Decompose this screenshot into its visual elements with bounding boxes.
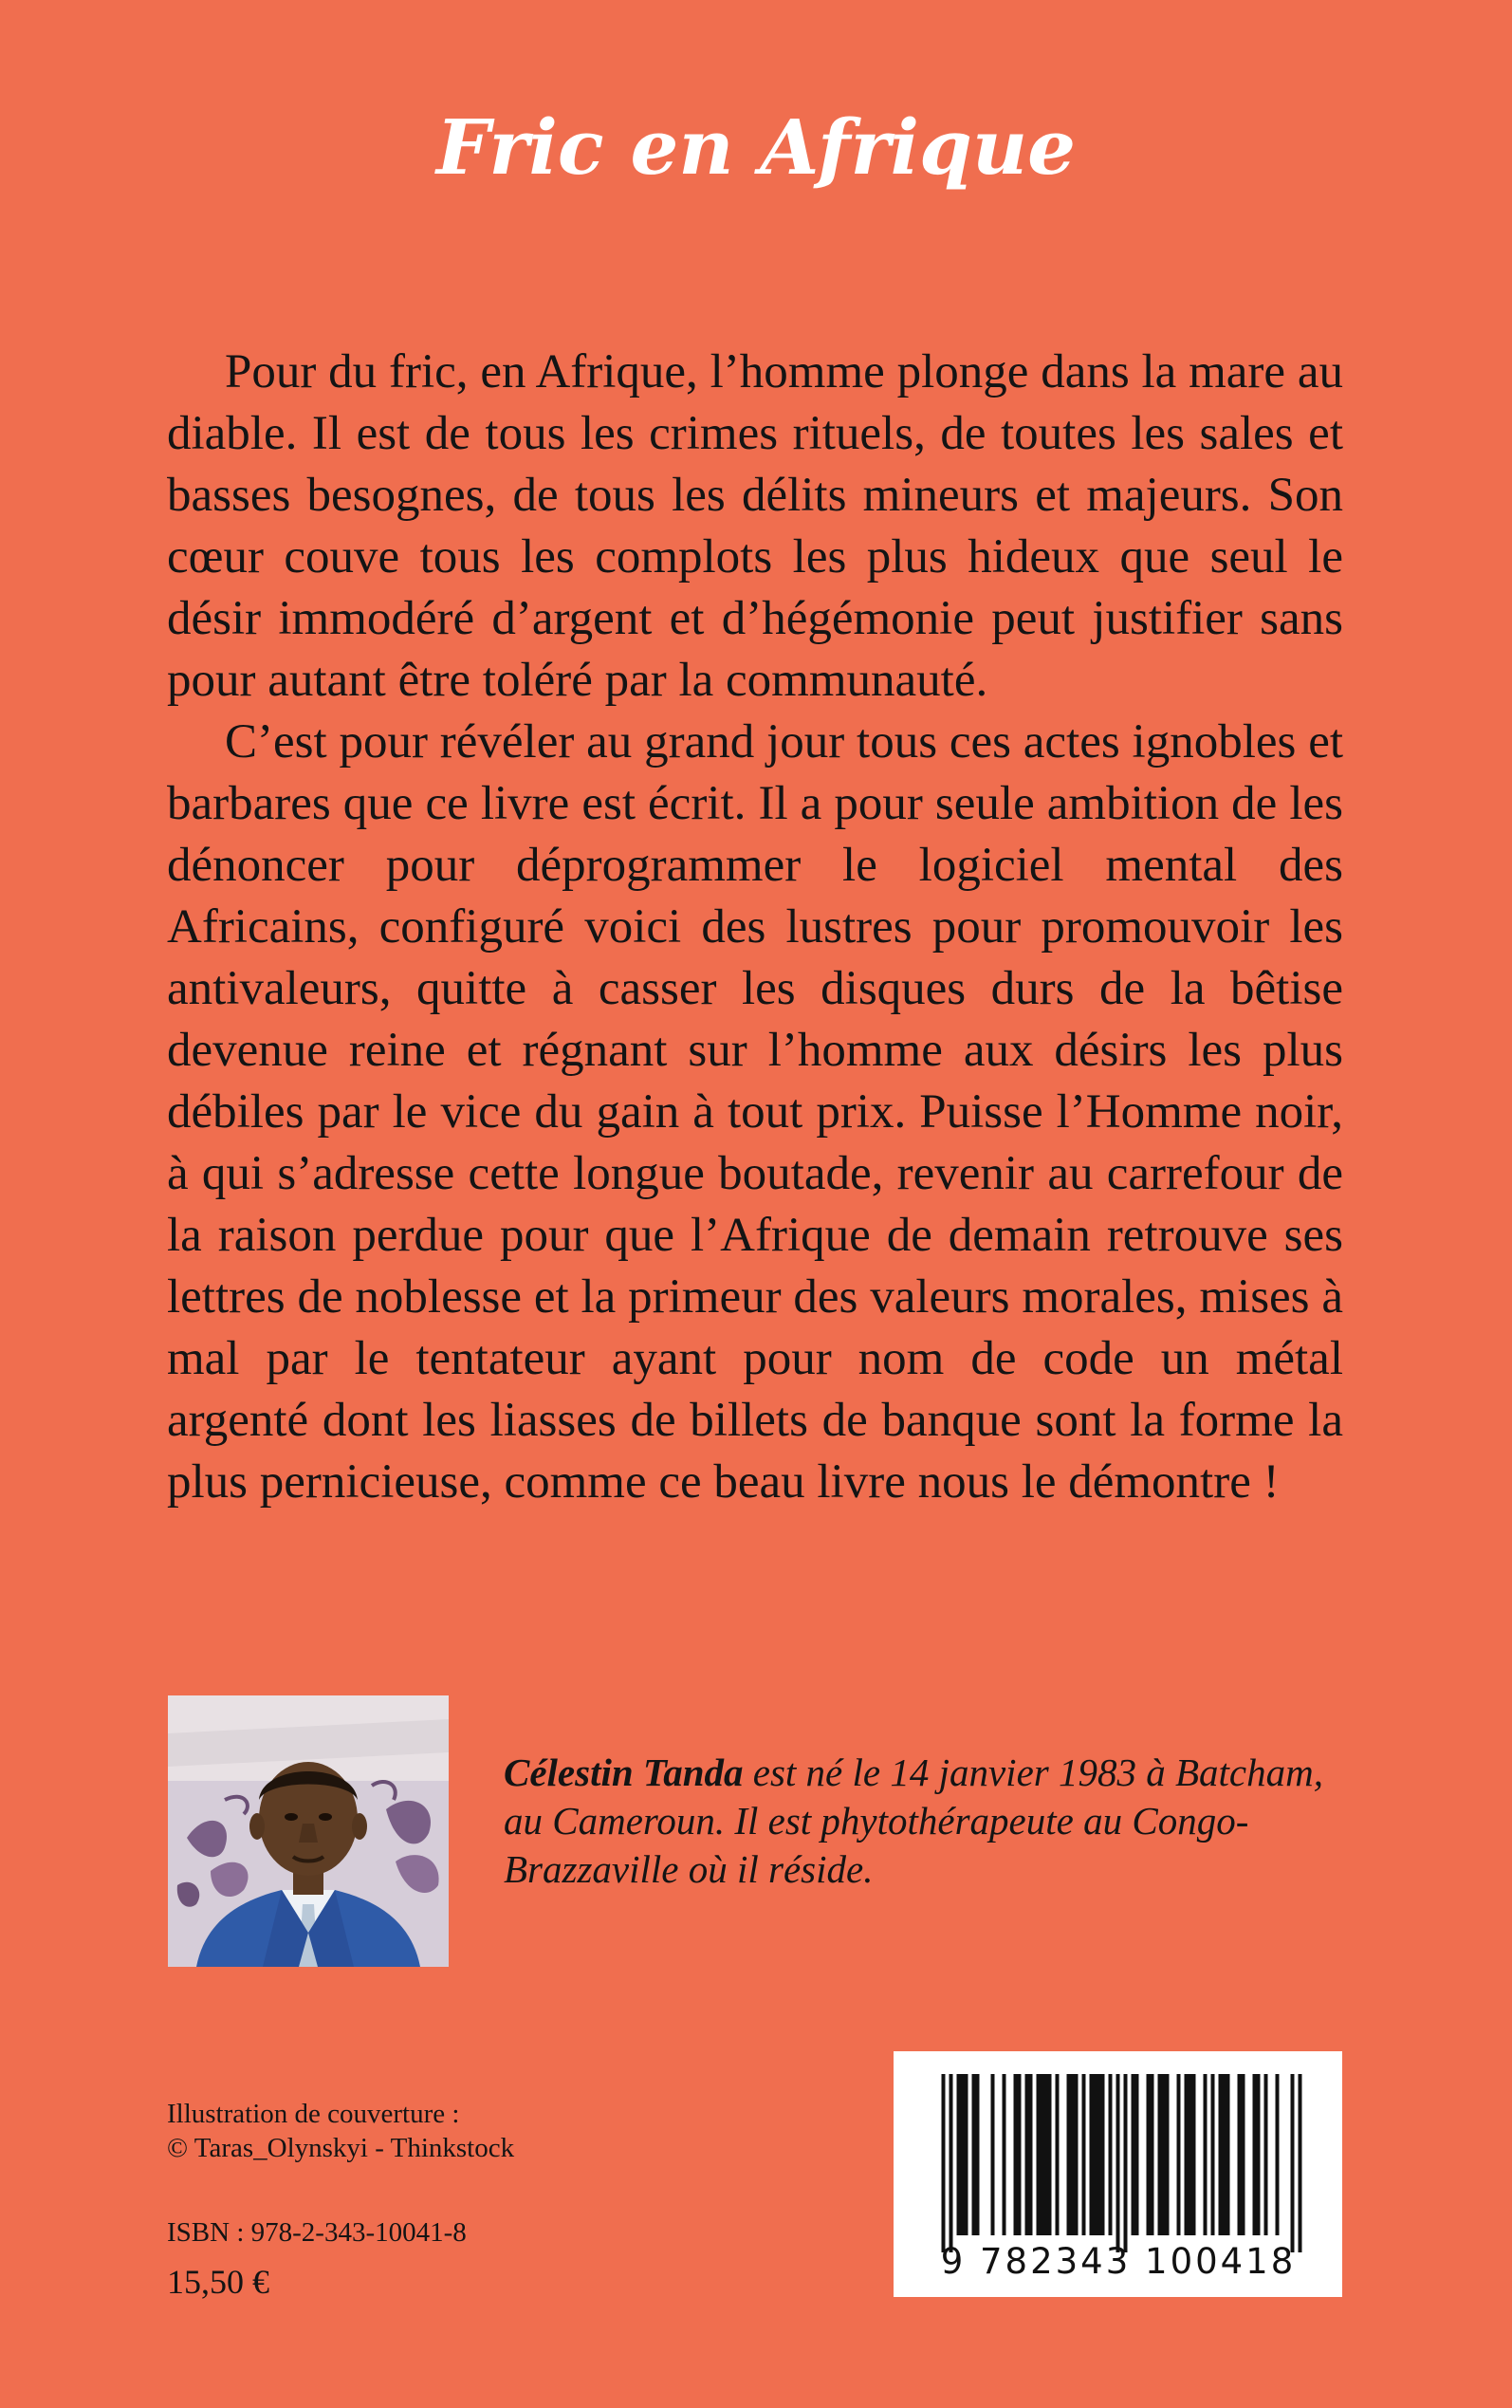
author-portrait-icon <box>168 1695 449 1967</box>
barcode-bar <box>1242 2074 1245 2235</box>
barcode-bar <box>1276 2074 1280 2235</box>
barcode-bar <box>1082 2074 1086 2235</box>
barcode-bar <box>1025 2074 1029 2235</box>
barcode-bar <box>1185 2074 1189 2235</box>
barcode-bar <box>1291 2074 1295 2252</box>
barcode-bar <box>1044 2074 1048 2235</box>
author-photo <box>168 1695 449 1967</box>
barcode-bar <box>972 2074 976 2235</box>
barcode-bar <box>1101 2074 1105 2235</box>
barcode-bar <box>1003 2074 1006 2235</box>
cover-credit-label: Illustration de couverture : <box>167 2099 460 2129</box>
barcode-bar <box>1094 2074 1097 2235</box>
barcode-bar <box>1211 2074 1215 2235</box>
barcode-bar <box>942 2074 946 2252</box>
barcode-bar <box>1253 2074 1257 2235</box>
barcode-bar <box>1299 2074 1302 2252</box>
barcode-bar <box>950 2074 953 2252</box>
barcode <box>894 2051 1342 2297</box>
price-label: 15,50 € <box>167 2263 269 2301</box>
blurb-paragraph-2: C’est pour révéler au grand jour tous ces actes ignobles et barbares que ce livre est écrit. Il a pour seule ambition de les dénoncer pour déprogrammer le logiciel mental des Africains, configuré voici des lustres pour promouvoir les antivaleurs, quitte à casser les disques durs de la bêtise devenue reine et régnant sur l’homme aux désirs les plus débiles par le vice du gain à tout prix. Puisse l’Homme noir, à qui s’adresse cette longue boutade, revenir au carrefour de la raison perdue pour que l’Afrique de demain retrouve ses lettres de noblesse et la primeur des valeurs morales, mises à mal par le tentateur ayant pour nom de code un métal argenté dont les liasses de billets de banque sont la forme la plus pernicieuse, comme ce beau livre nous le démontre ! <box>167 715 1343 1509</box>
barcode-bar <box>1264 2074 1268 2235</box>
barcode-bar <box>1151 2074 1154 2235</box>
barcode-bar <box>991 2074 995 2235</box>
barcode-bar <box>1219 2074 1223 2235</box>
blurb-text <box>167 342 1343 1513</box>
barcode-bar <box>1189 2074 1192 2235</box>
author-bio <box>504 1749 1338 1894</box>
barcode-bar <box>1056 2074 1060 2235</box>
barcode-bar <box>1109 2074 1113 2235</box>
barcode-bar <box>1048 2074 1052 2235</box>
barcode-digits: 9 782343 100418 <box>940 2241 1297 2282</box>
barcode-bar <box>1067 2074 1071 2235</box>
author-bio-text: est né le 14 janvier 1983 à Batcham, au Cameroun. Il est phytothérapeute au Congo-Brazzaville où il réside. <box>504 1750 1323 1891</box>
barcode-bar <box>1041 2074 1044 2235</box>
barcode-bar <box>1177 2074 1181 2235</box>
barcode-bar <box>1075 2074 1079 2235</box>
barcode-bar <box>1090 2074 1094 2235</box>
barcode-bar <box>1116 2074 1120 2252</box>
cover-credit-source: © Taras_Olynskyi - Thinkstock <box>167 2133 515 2163</box>
barcode-bar <box>1226 2074 1230 2235</box>
barcode-bar <box>976 2074 980 2235</box>
barcode-bar <box>1166 2074 1170 2235</box>
barcode-bar <box>1192 2074 1196 2235</box>
barcode-bar <box>1158 2074 1162 2235</box>
barcode-bar <box>1238 2074 1242 2235</box>
barcode-bar <box>1018 2074 1022 2235</box>
author-name: Célestin Tanda <box>504 1750 744 1794</box>
barcode-bar <box>1257 2074 1261 2235</box>
barcode-bar <box>957 2074 961 2235</box>
barcode-bar <box>1029 2074 1033 2235</box>
barcode-bar <box>1037 2074 1041 2235</box>
barcode-bar <box>1223 2074 1226 2235</box>
barcode-bar <box>1124 2074 1128 2252</box>
barcode-bar <box>1135 2074 1139 2235</box>
isbn-label: ISBN : 978-2-343-10041-8 <box>167 2217 467 2248</box>
barcode-bar <box>1162 2074 1166 2235</box>
barcode-bar <box>1071 2074 1075 2235</box>
book-title: Fric en Afrique <box>435 102 1077 192</box>
barcode-bar <box>965 2074 968 2235</box>
barcode-bar <box>961 2074 965 2235</box>
barcode-bar <box>1132 2074 1135 2235</box>
barcode-bar <box>1147 2074 1151 2235</box>
cover-credit <box>167 2097 514 2165</box>
barcode-bar <box>1204 2074 1208 2235</box>
barcode-bar <box>1097 2074 1101 2235</box>
barcode-bar <box>1014 2074 1018 2235</box>
blurb-paragraph-1: Pour du fric, en Afrique, l’homme plonge dans la mare au diable. Il est de tous les crimes rituels, de toutes les sales et basses besognes, de tous les délits mineurs et majeurs. Son cœur couve tous les complots les plus hideux que seul le désir immodéré d’argent et d’hégémonie peut justifier sans pour autant être toléré par la communauté. <box>167 345 1343 707</box>
